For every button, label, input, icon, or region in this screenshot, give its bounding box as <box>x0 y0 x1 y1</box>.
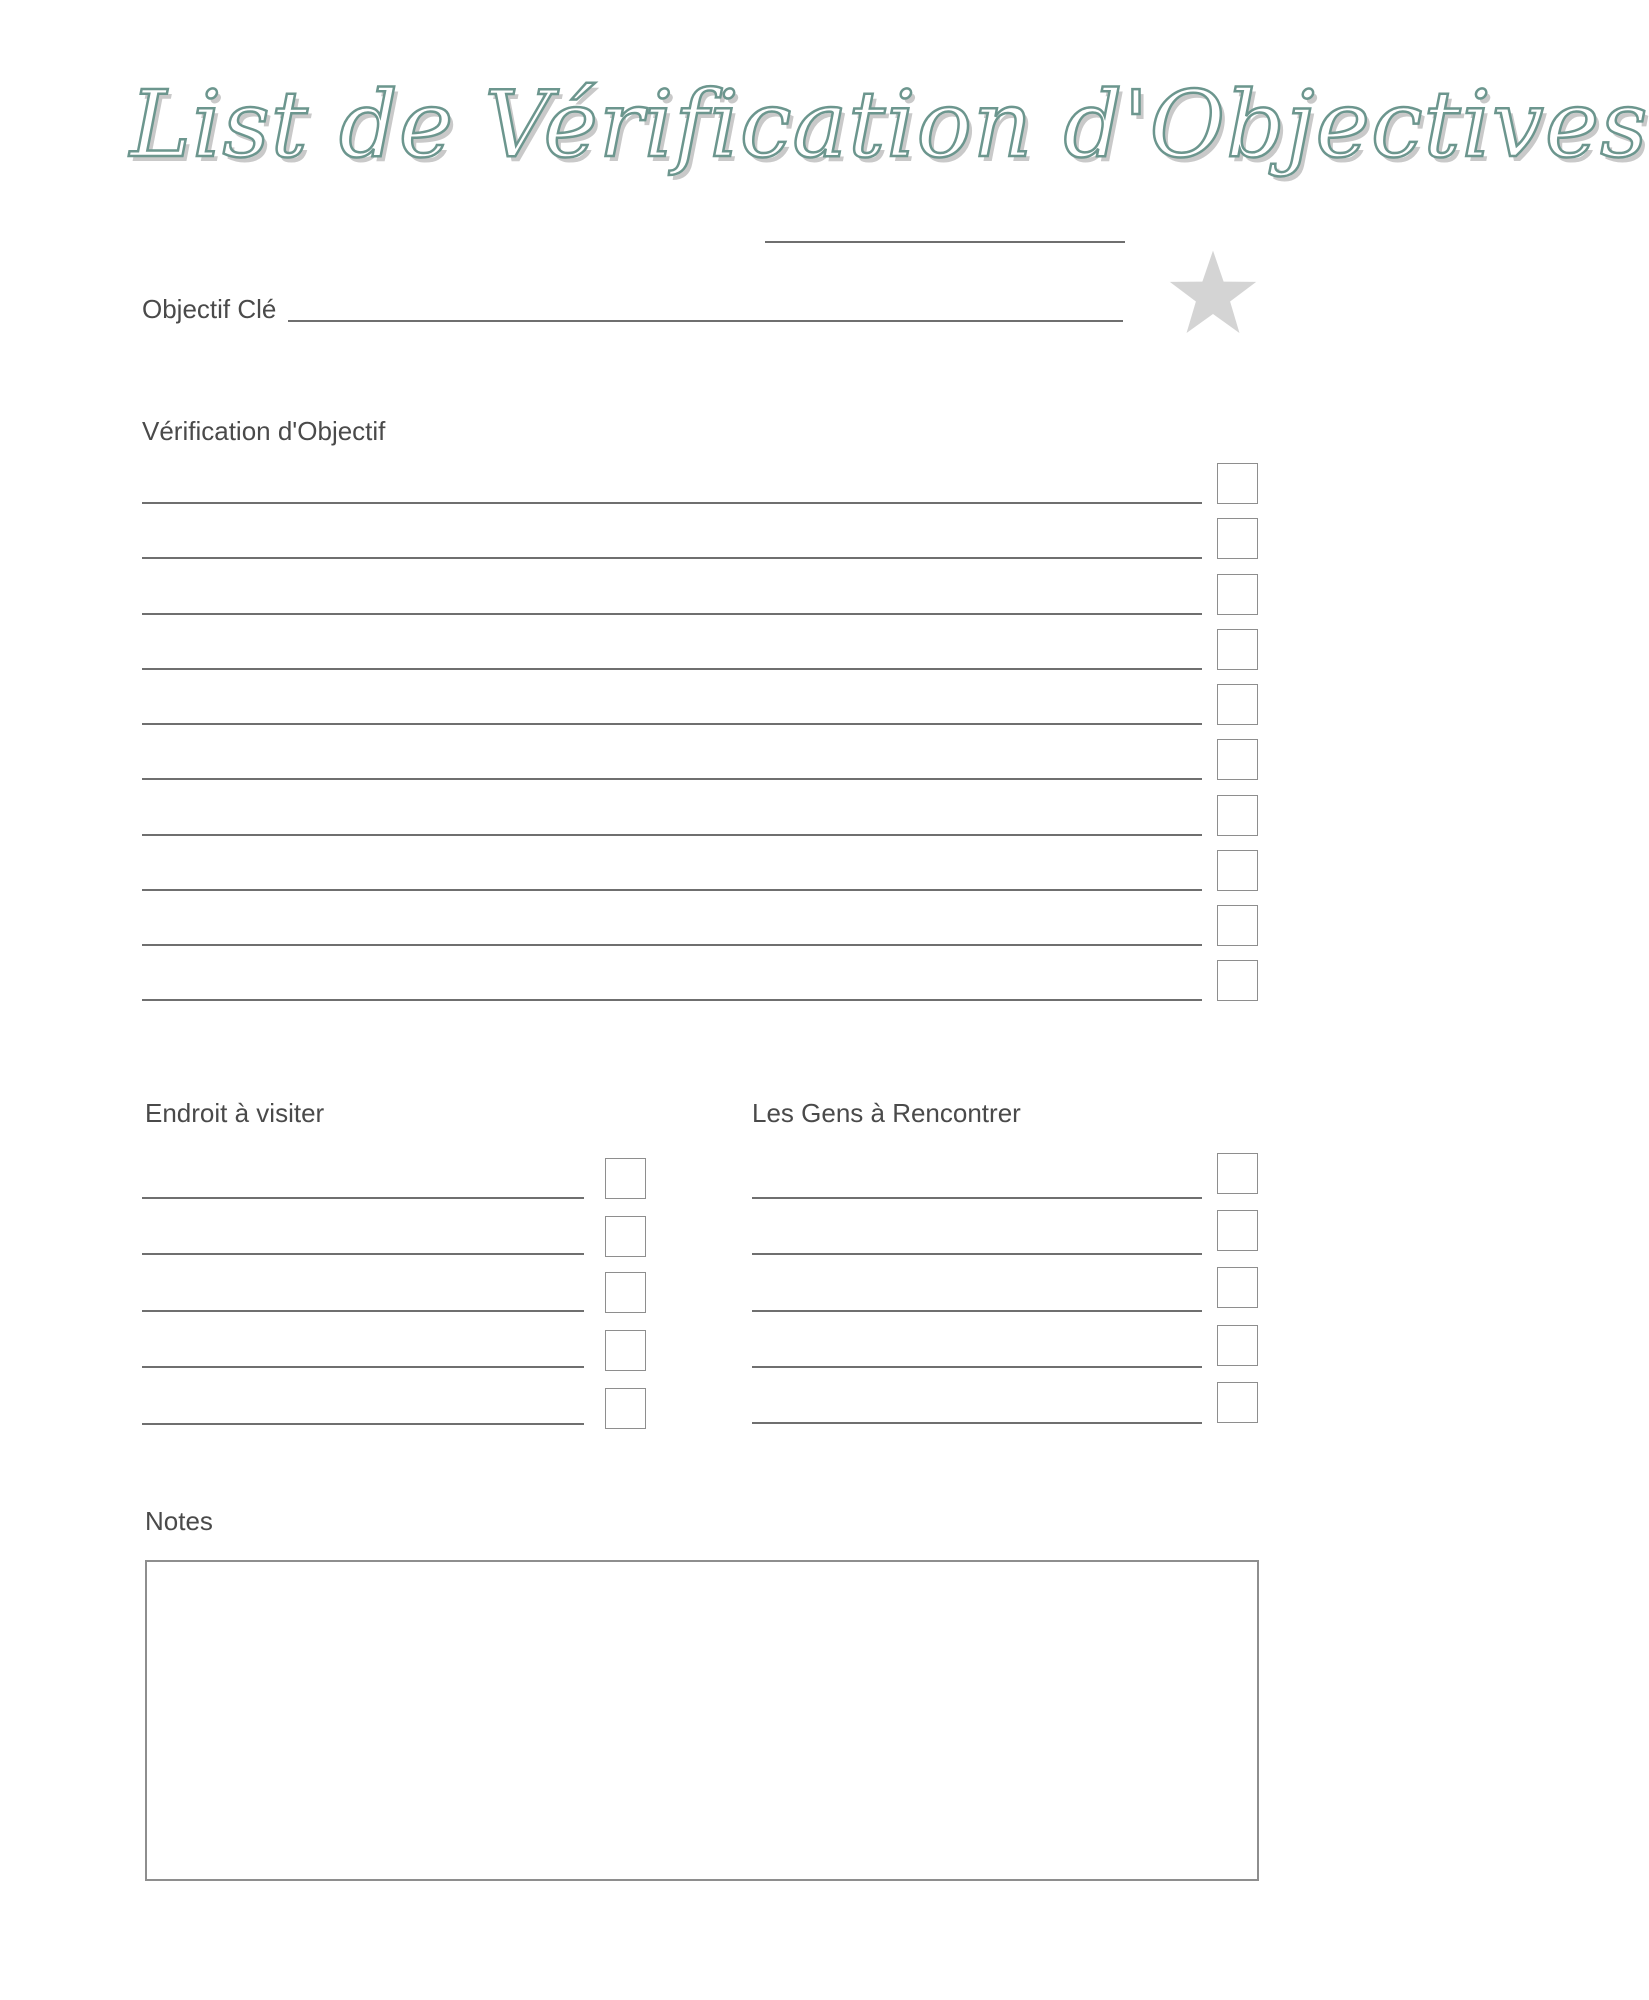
people-checkbox[interactable] <box>1217 1153 1258 1194</box>
date-field-line[interactable] <box>765 241 1125 243</box>
star-icon <box>1168 248 1258 336</box>
verification-line[interactable] <box>142 889 1202 891</box>
places-checkbox[interactable] <box>605 1158 646 1199</box>
notes-area[interactable] <box>145 1560 1259 1881</box>
verification-heading: Vérification d'Objectif <box>142 416 386 446</box>
people-line[interactable] <box>752 1366 1202 1368</box>
verification-checkbox[interactable] <box>1217 850 1258 891</box>
verification-line[interactable] <box>142 723 1202 725</box>
places-checkbox[interactable] <box>605 1216 646 1257</box>
verification-checkbox[interactable] <box>1217 629 1258 670</box>
verification-line[interactable] <box>142 834 1202 836</box>
people-heading: Les Gens à Rencontrer <box>752 1098 1021 1128</box>
places-heading: Endroit à visiter <box>145 1098 325 1128</box>
verification-line[interactable] <box>142 668 1202 670</box>
verification-checkbox[interactable] <box>1217 684 1258 725</box>
places-line[interactable] <box>142 1197 584 1199</box>
verification-checkbox[interactable] <box>1217 960 1258 1001</box>
places-checkbox[interactable] <box>605 1272 646 1313</box>
places-line[interactable] <box>142 1423 584 1425</box>
page-title: List de Vérification d'Objectives <box>130 71 1649 178</box>
verification-line[interactable] <box>142 999 1202 1001</box>
people-line[interactable] <box>752 1310 1202 1312</box>
people-checkbox[interactable] <box>1217 1267 1258 1308</box>
verification-line[interactable] <box>142 944 1202 946</box>
key-objective-label: Objectif Clé <box>142 294 277 324</box>
places-checkbox[interactable] <box>605 1388 646 1429</box>
people-checkbox[interactable] <box>1217 1382 1258 1423</box>
people-checkbox[interactable] <box>1217 1325 1258 1366</box>
places-checkbox[interactable] <box>605 1330 646 1371</box>
verification-checkbox[interactable] <box>1217 518 1258 559</box>
key-objective-line[interactable] <box>288 320 1123 322</box>
verification-line[interactable] <box>142 502 1202 504</box>
verification-checkbox[interactable] <box>1217 739 1258 780</box>
people-checkbox[interactable] <box>1217 1210 1258 1251</box>
places-line[interactable] <box>142 1253 584 1255</box>
verification-line[interactable] <box>142 778 1202 780</box>
people-line[interactable] <box>752 1422 1202 1424</box>
notes-heading: Notes <box>145 1506 213 1536</box>
verification-line[interactable] <box>142 613 1202 615</box>
places-line[interactable] <box>142 1310 584 1312</box>
people-line[interactable] <box>752 1253 1202 1255</box>
verification-checkbox[interactable] <box>1217 795 1258 836</box>
verification-checkbox[interactable] <box>1217 905 1258 946</box>
places-line[interactable] <box>142 1366 584 1368</box>
people-line[interactable] <box>752 1197 1202 1199</box>
verification-checkbox[interactable] <box>1217 463 1258 504</box>
verification-checkbox[interactable] <box>1217 574 1258 615</box>
verification-line[interactable] <box>142 557 1202 559</box>
